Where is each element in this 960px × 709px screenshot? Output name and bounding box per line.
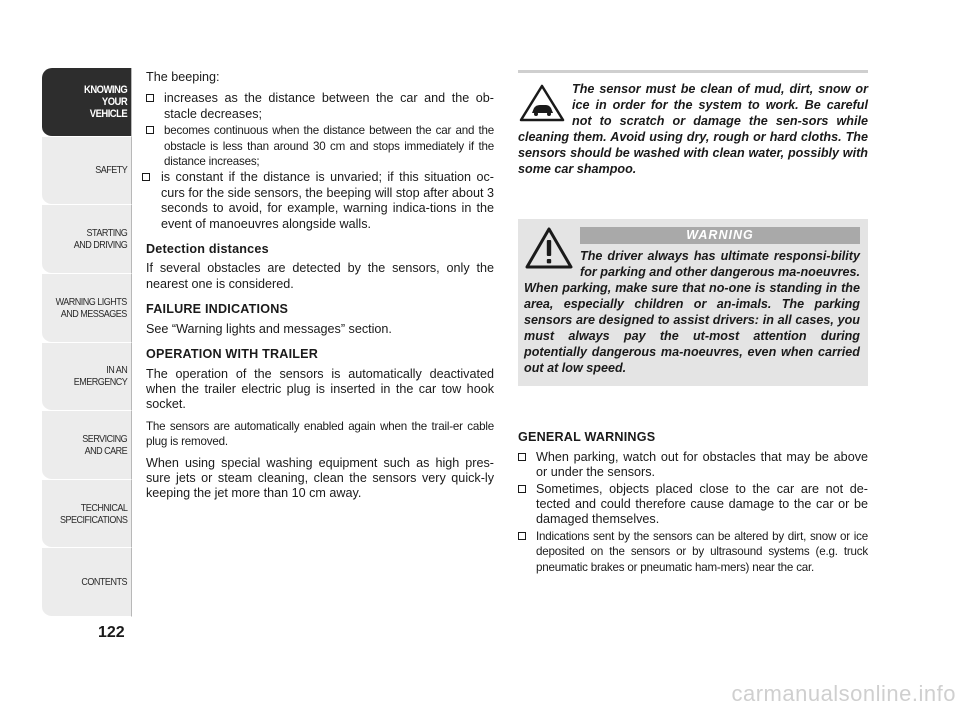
tab-label: IN AN EMERGENCY	[73, 364, 127, 389]
tab-contents[interactable]	[42, 548, 132, 617]
list-item: Sometimes, objects placed close to the car are not de-tected and could therefore cause damage to the car or be damaged themselves.	[518, 482, 868, 528]
warning-title: WARNING	[580, 227, 860, 244]
general-heading: GENERAL WARNINGS	[518, 430, 656, 445]
page-number: 122	[98, 624, 125, 641]
checkbox-bullet-icon	[518, 453, 526, 461]
detection-text: If several obstacles are detected by the sensors, only the nearest one is considered.	[146, 261, 494, 291]
checkbox-bullet-icon	[518, 532, 526, 540]
tab-label: STARTING AND DRIVING	[73, 227, 127, 252]
general-list	[518, 450, 868, 575]
right-column	[518, 70, 868, 581]
trailer-text-3: When using special washing equipment such as high pres-sure jets or steam cleaning, clean the sensors very quick-ly keeping the jet more than 10 cm away.	[146, 455, 494, 501]
tab-starting-and-driving[interactable]	[42, 205, 132, 274]
tab-warning-lights-and-messages[interactable]	[42, 274, 132, 343]
list-item: Indications sent by the sensors can be altered by dirt, snow or ice deposited on the sensors or by ultrasound systems (e.g. truck pneumatic brakes or pneumatic ham-mers) near the car.	[518, 529, 868, 575]
left-column	[146, 70, 494, 508]
tab-label: SAFETY	[94, 164, 127, 177]
tab-label: CONTENTS	[81, 576, 127, 589]
detection-heading: Detection distances	[146, 242, 269, 257]
list-item: When parking, watch out for obstacles that may be above or under the sensors.	[518, 450, 868, 481]
list-item: increases as the distance between the car and the ob-stacle decreases;	[146, 91, 494, 122]
trailer-heading: OPERATION WITH TRAILER	[146, 347, 319, 362]
warning-note	[524, 248, 860, 376]
list-item: is constant if the distance is unvaried; if this situation oc-curs for the side sensors, the beeping will stop after about 3 seconds to avoid, for example, warning indica-tions in the event of manoeuvres alongside walls.	[146, 170, 494, 232]
tab-in-an-emergency[interactable]	[42, 343, 132, 412]
tab-label: KNOWING YOUR VEHICLE	[83, 83, 127, 120]
checkbox-bullet-icon	[142, 173, 150, 181]
tab-label: TECHNICAL SPECIFICATIONS	[59, 501, 127, 526]
checkbox-bullet-icon	[146, 126, 154, 134]
tab-label: WARNING LIGHTS AND MESSAGES	[55, 295, 127, 320]
tab-safety[interactable]	[42, 137, 132, 206]
tab-technical-specifications[interactable]	[42, 480, 132, 549]
note-text: The sensor must be clean of mud, dirt, snow or ice in order for the system to work. Be careful not to scratch or damage the sen-sors while cleaning them. Avoid using dry, rough or hard cloths. The sensors should be washed with clean water, possibly with some car shampoo.	[518, 82, 868, 176]
general-warnings	[518, 430, 868, 575]
car-caution-icon	[518, 83, 566, 123]
warning-triangle-icon	[524, 226, 574, 270]
checkbox-bullet-icon	[518, 485, 526, 493]
tab-knowing-your-vehicle[interactable]	[42, 68, 132, 137]
chapter-sidebar	[42, 68, 132, 617]
tab-label: SERVICING AND CARE	[82, 432, 127, 457]
checkbox-bullet-icon	[146, 94, 154, 102]
sensor-cleaning-note	[518, 70, 868, 177]
failure-heading: FAILURE INDICATIONS	[146, 302, 289, 317]
warning-box	[518, 219, 868, 386]
beeping-intro: The beeping:	[146, 70, 220, 84]
beeping-list	[146, 91, 494, 232]
tab-servicing-and-care[interactable]	[42, 411, 132, 480]
trailer-text-2: The sensors are automatically enabled again when the trail-er cable plug is removed.	[146, 419, 494, 449]
warning-text: The driver always has ultimate responsi-bility for parking and other dangerous ma-noeuvres. When parking, make sure that no-one is standing in the area, especially children or an-imals. The parking sensors are designed to assist drivers: in all cases, you must always pay the ut-most attention during potentially dangerous ma-noeuvres, even when carried out at low speed.	[524, 249, 860, 376]
watermark: carmanualsonline.info	[731, 681, 956, 706]
failure-text: See “Warning lights and messages” section.	[146, 321, 392, 336]
list-item: becomes continuous when the distance between the car and the obstacle is less than around 30 cm and stops immediately if the distance increases;	[146, 123, 494, 169]
trailer-text-1: The operation of the sensors is automatically deactivated when the trailer electric plug is inserted in the car tow hook socket.	[146, 366, 494, 412]
